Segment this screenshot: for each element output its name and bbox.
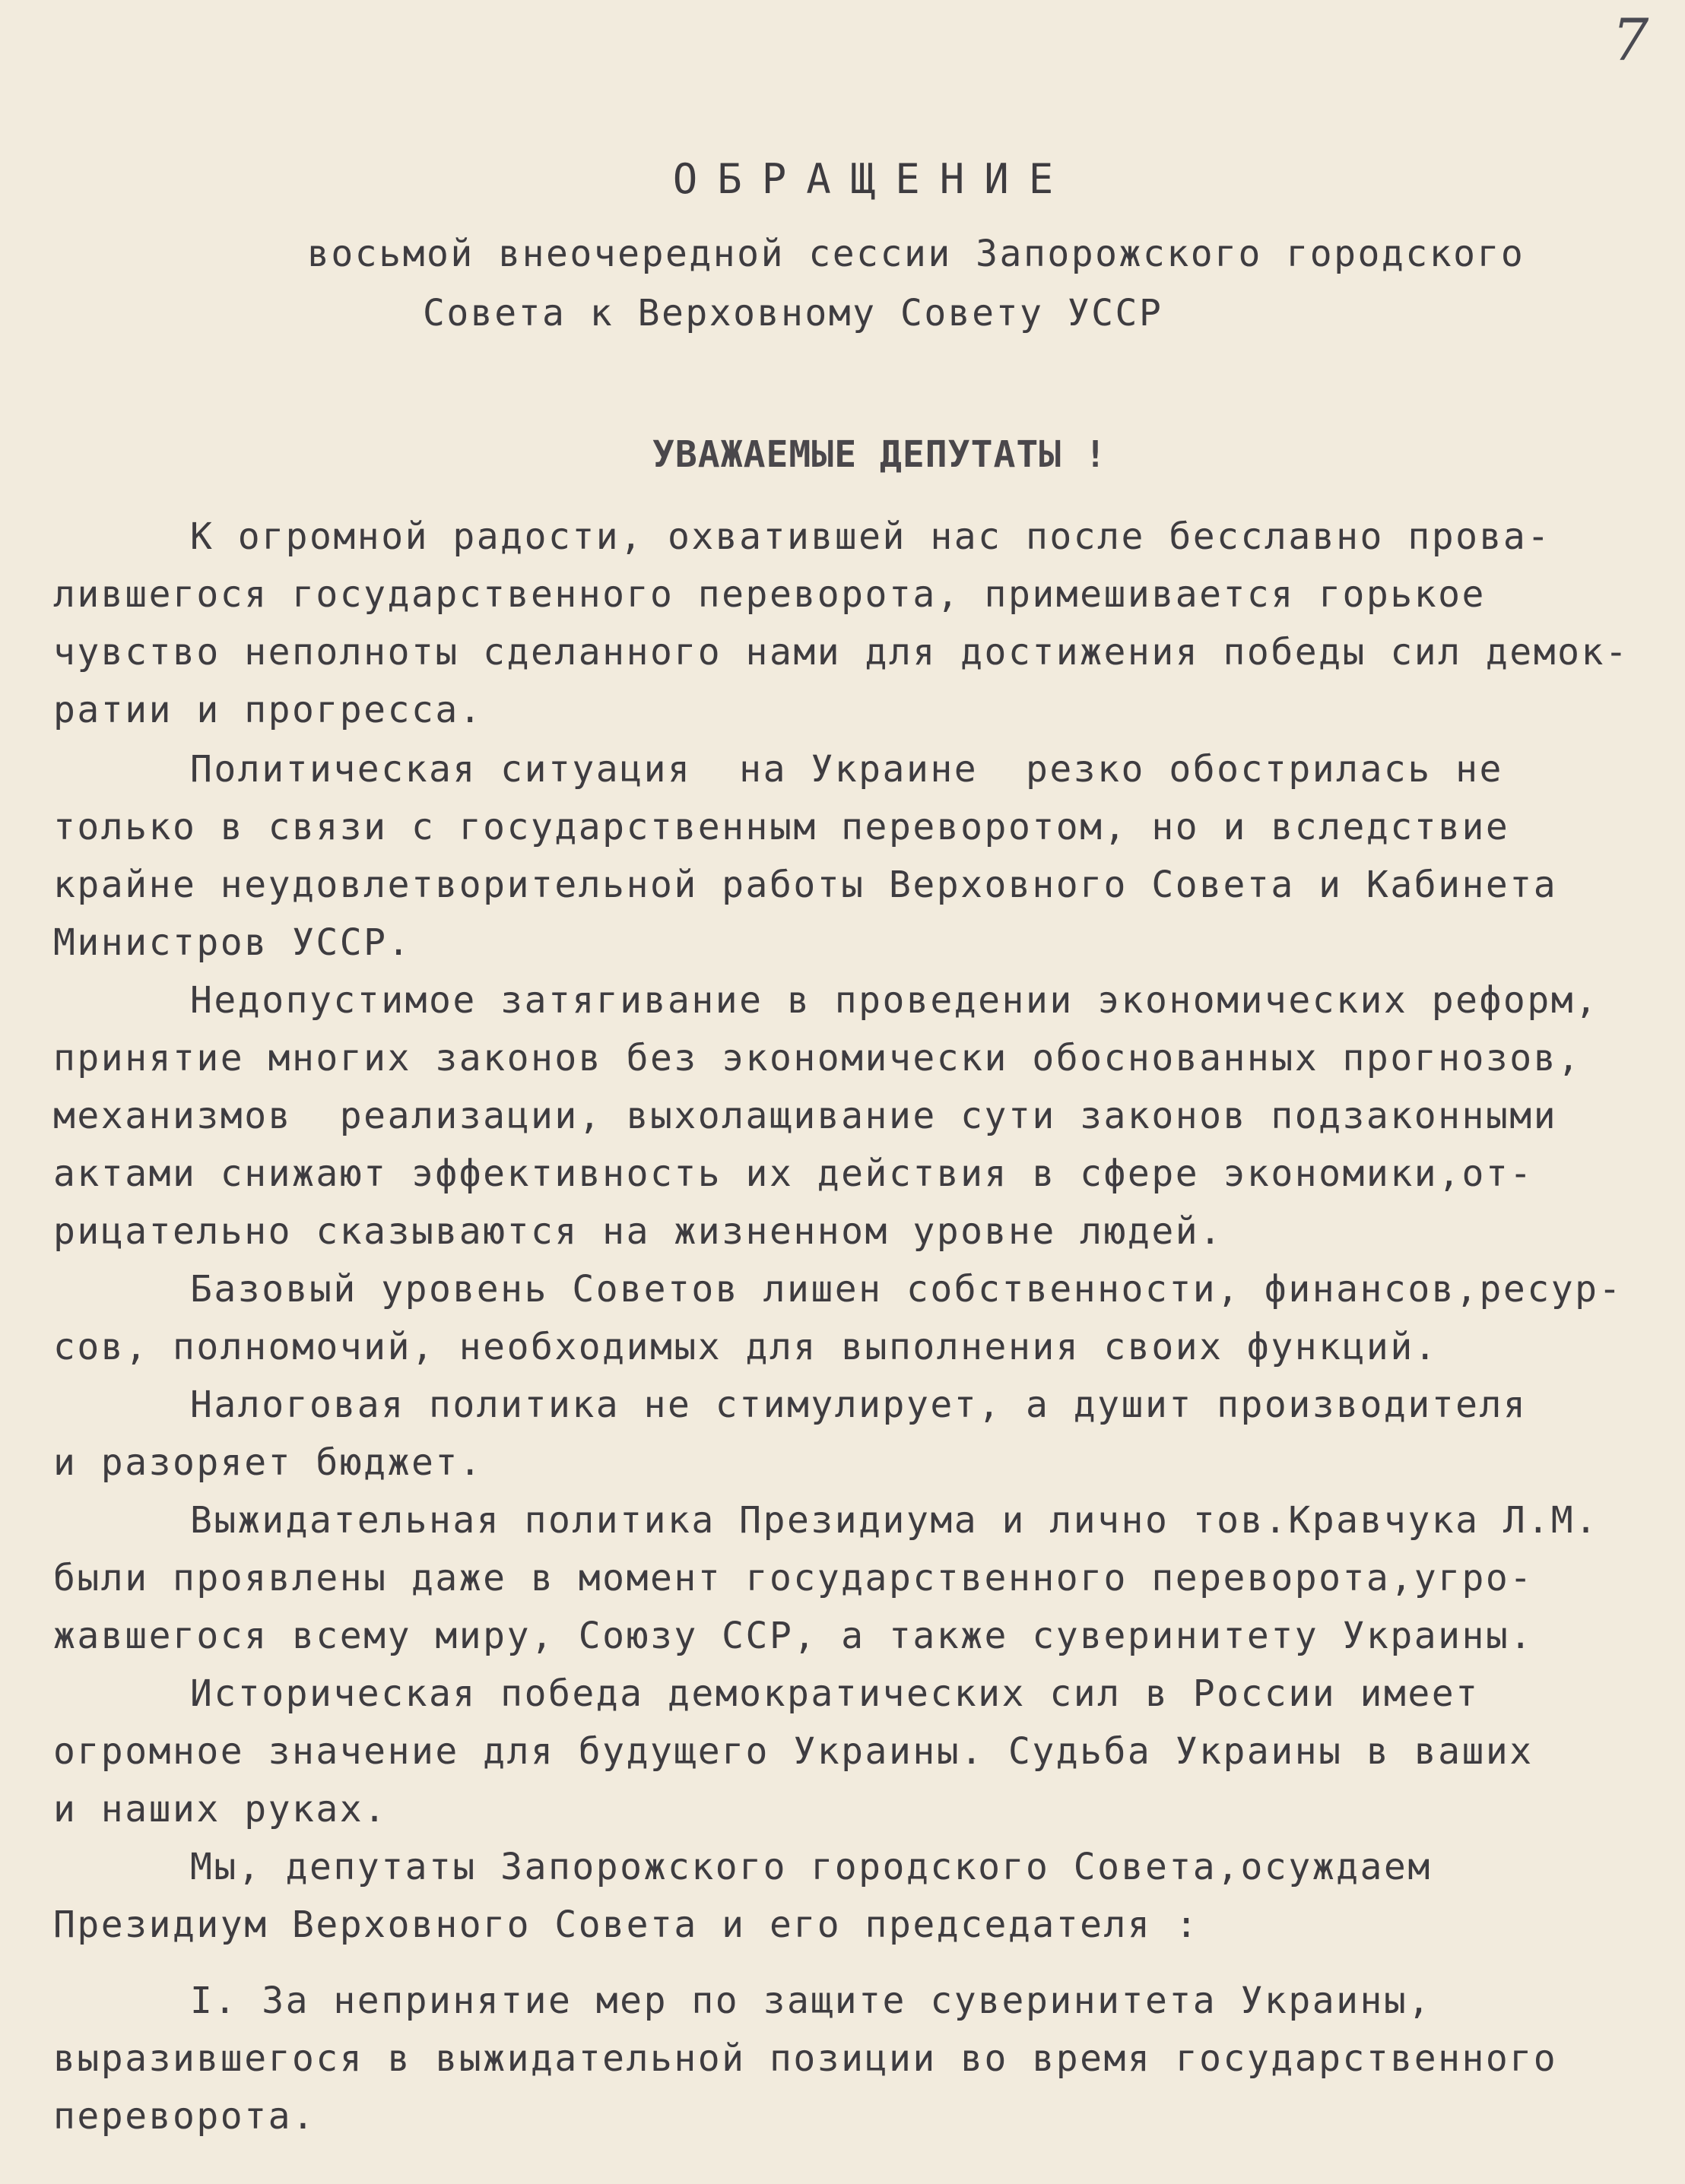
body-line: были проявлены даже в момент государственного переворота,угро- — [53, 1557, 1534, 1599]
body-line: и наших руках. — [53, 1788, 388, 1831]
body-line: Налоговая политика не стимулирует, а душит производителя — [190, 1384, 1528, 1426]
body-line: лившегося государственного переворота, примешивается горькое — [53, 573, 1486, 616]
body-line: сов, полномочий, необходимых для выполнения своих функций. — [53, 1326, 1439, 1368]
archive-page-number: 7 — [1612, 6, 1649, 74]
body-line: К огромной радости, охватившей нас после бесславно прова- — [190, 515, 1551, 558]
salutation: УВАЖАЕМЫЕ ДЕПУТАТЫ ! — [652, 433, 1107, 476]
body-line: переворота. — [53, 2095, 316, 2138]
body-line: принятие многих законов без экономически обоснованных прогнозов, — [53, 1037, 1582, 1079]
document-title: ОБРАЩЕНИЕ — [672, 155, 1074, 203]
body-line: крайне неудовлетворительной работы Верховного Совета и Кабинета — [53, 864, 1558, 906]
body-line: рицательно сказываются на жизненном уровне людей. — [53, 1210, 1223, 1253]
body-line: I. За непринятие мер по защите суверинитета Украины, — [190, 1980, 1432, 2022]
body-line: Мы, депутаты Запорожского городского Совета,осуждаем — [190, 1846, 1432, 1888]
body-line: жавшегося всему миру, Союзу ССР, а также суверинитету Украины. — [53, 1615, 1534, 1657]
body-line: Базовый уровень Советов лишен собственности, финансов,ресур- — [190, 1268, 1623, 1311]
body-line: Президиум Верховного Совета и его председателя : — [53, 1903, 1200, 1946]
subtitle-line-1: восьмой внеочередной сессии Запорожского городского — [307, 233, 1525, 275]
body-line: чувство неполноты сделанного нами для достижения победы сил демок- — [53, 631, 1629, 674]
body-line: выразившегося в выжидательной позиции во время государственного — [53, 2037, 1558, 2080]
body-line: только в связи с государственным переворотом, но и вследствие — [53, 806, 1510, 848]
body-line: механизмов реализации, выхолащивание сути законов подзаконными — [53, 1095, 1558, 1137]
body-line: Недопустимое затягивание в проведении экономических реформ, — [190, 979, 1599, 1022]
body-line: огромное значение для будущего Украины. Судьба Украины в ваших — [53, 1730, 1534, 1773]
body-line: актами снижают эффективность их действия в сфере экономики,от- — [53, 1152, 1534, 1195]
subtitle-line-2: Совета к Верховному Совету УССР — [423, 292, 1163, 334]
body-line: ратии и прогресса. — [53, 689, 484, 731]
body-line: Историческая победа демократических сил в России имеет — [190, 1672, 1480, 1715]
body-line: Политическая ситуация на Украине резко обострилась не — [190, 748, 1503, 791]
body-line: Министров УССР. — [53, 921, 411, 964]
body-line: и разоряет бюджет. — [53, 1441, 484, 1484]
body-line: Выжидательная политика Президиума и лично тов.Кравчука Л.М. — [190, 1499, 1599, 1542]
